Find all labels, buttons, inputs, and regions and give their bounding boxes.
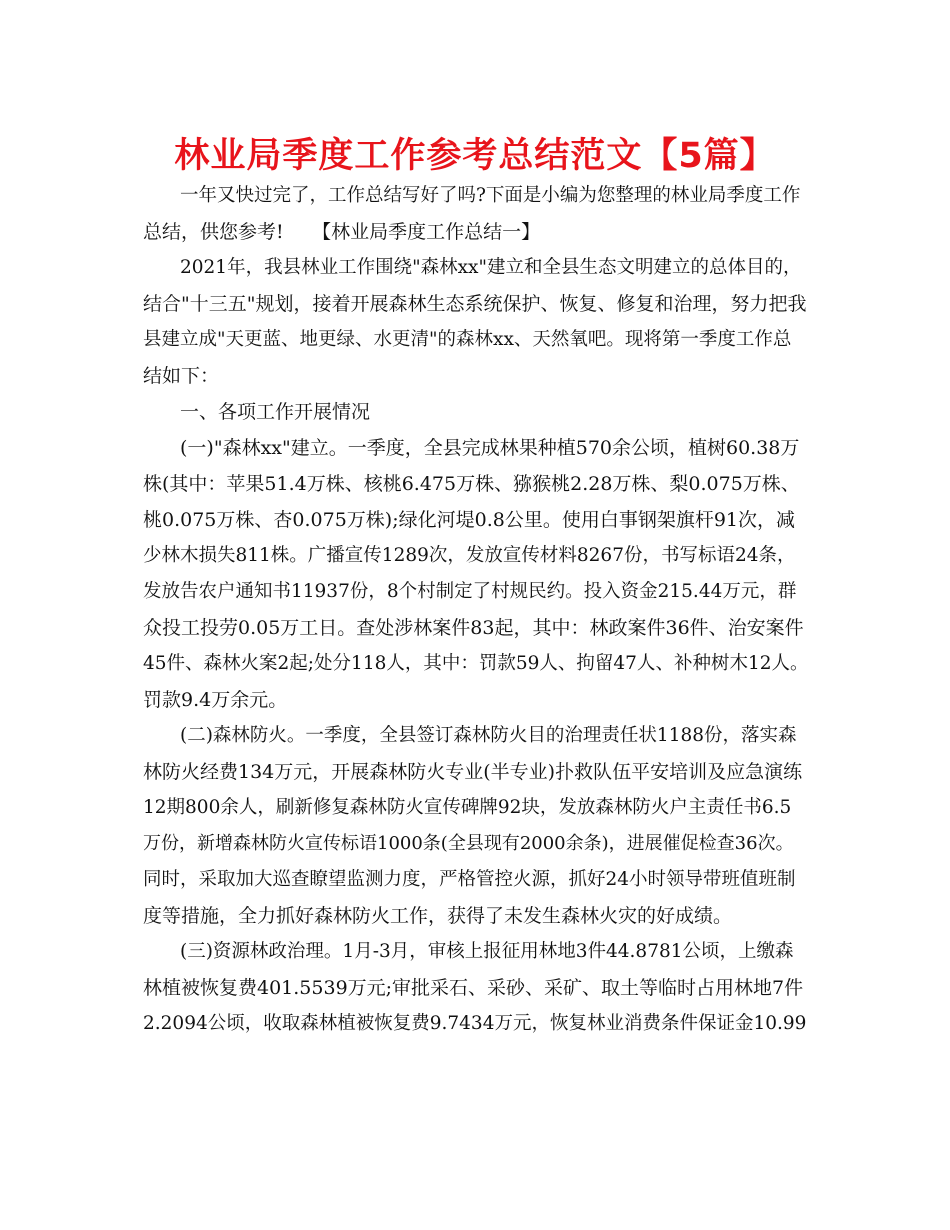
paragraph-line: 林防火经费134万元，开展森林防火专业(半专业)扑救队伍平安培训及应急演练 bbox=[143, 761, 803, 783]
paragraph-line: 结合"十三五"规划，接着开展森林生态系统保护、恢复、修复和治理，努力把我 bbox=[143, 293, 807, 315]
paragraph-line: 林植被恢复费401.5539万元;审批采石、采砂、采矿、取土等临时占用林地7件 bbox=[143, 977, 804, 999]
paragraph-line: 总结，供您参考! 【林业局季度工作总结一】 bbox=[143, 221, 541, 243]
paragraph-line: 度等措施，全力抓好森林防火工作，获得了未发生森林火灾的好成绩。 bbox=[143, 905, 733, 927]
paragraph-line: 株(其中：苹果51.4万株、核桃6.475万株、猕猴桃2.28万株、梨0.075万株、 bbox=[143, 473, 800, 495]
paragraph-line: 罚款9.4万余元。 bbox=[143, 689, 288, 711]
paragraph-line: 2.2094公顷，收取森林植被恢复费9.7434万元，恢复林业消费条件保证金10.99 bbox=[143, 1013, 807, 1034]
paragraph-line: (三)资源林政治理。1月-3月，审核上报征用林地3件44.8781公顷，上缴森 bbox=[180, 941, 794, 962]
document-title: 林业局季度工作参考总结范文【5篇】 bbox=[174, 136, 776, 176]
paragraph-line: 12期800余人，刷新修复森林防火宣传碑牌92块，发放森林防火户主责任书6.5 bbox=[143, 797, 792, 818]
paragraph-line: 万份，新增森林防火宣传标语1000条(全县现有2000余条)，进展催促检查36次。 bbox=[143, 833, 794, 854]
paragraph-line: 发放告农户通知书11937份，8个村制定了村规民约。投入资金215.44万元，群 bbox=[143, 581, 797, 602]
paragraph-line: (一)"森林xx"建立。一季度，全县完成林果种植570余公顷，植树60.38万 bbox=[180, 437, 800, 459]
paragraph-line: 同时，采取加大巡查瞭望监测力度，严格管控火源，抓好24小时领导带班值班制 bbox=[143, 869, 796, 890]
paragraph-line: 45件、森林火案2起;处分118人，其中：罚款59人、拘留47人、补种树木12人。 bbox=[143, 653, 809, 674]
paragraph-line: 县建立成"天更蓝、地更绿、水更清"的森林xx、天然氧吧。现将第一季度工作总 bbox=[143, 329, 792, 350]
paragraph-line: 桃0.075万株、杏0.075万株);绿化河堤0.8公里。使用白事钢架旗杆91次，减 bbox=[143, 509, 795, 531]
paragraph-line: 众投工投劳0.05万工日。查处涉林案件83起，其中：林政案件36件、治安案件 bbox=[143, 617, 804, 639]
paragraph-line: 2021年，我县林业工作围绕"森林xx"建立和全县生态文明建立的总体目的， bbox=[180, 257, 802, 278]
paragraph-line: 结如下： bbox=[143, 365, 220, 387]
paragraph-line: (二)森林防火。一季度，全县签订森林防火目的治理责任状1188份，落实森 bbox=[180, 725, 797, 746]
paragraph-line: 一年又快过完了，工作总结写好了吗?下面是小编为您整理的林业局季度工作 bbox=[180, 185, 801, 206]
paragraph-line: 少林木损失811株。广播宣传1289次，发放宣传材料8267份，书写标语24条， bbox=[143, 545, 796, 566]
section-heading: 一、各项工作开展情况 bbox=[180, 401, 371, 423]
